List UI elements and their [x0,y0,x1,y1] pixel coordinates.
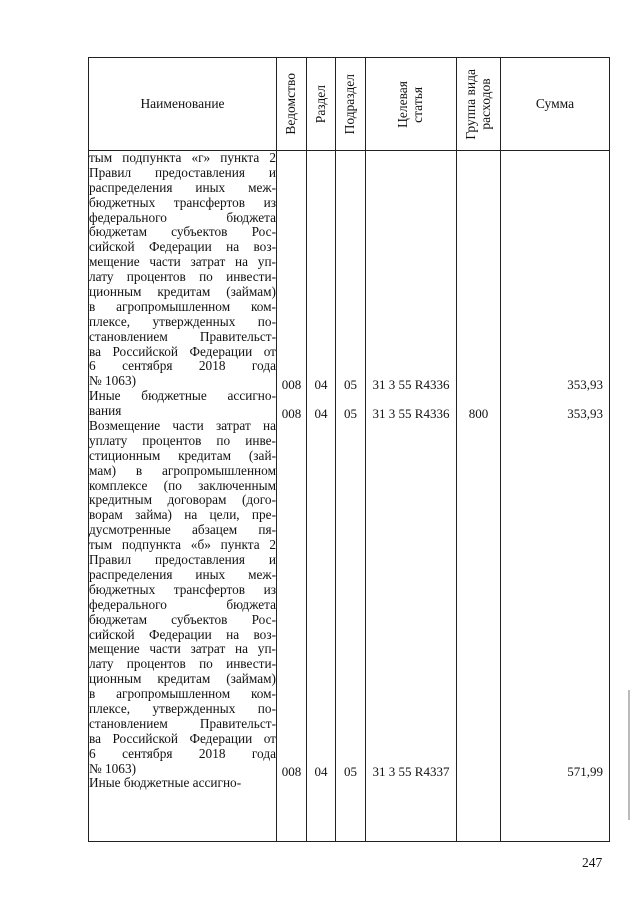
name-line: плексе, утвержденных по- [89,313,276,329]
expense-group-column [457,151,501,842]
expense-group-value: 800 [468,406,489,422]
name-line: Иные бюджетные ассигно- [89,388,276,404]
header-target-article: Целевая статья [366,58,457,151]
sum-value: 353,93 [567,406,603,422]
subsection-column [336,151,366,842]
name-line: Правил предоставления и [89,552,276,568]
name-line: комплексе (по заключенным [89,477,276,493]
name-text [89,151,276,791]
name-line: становлением Правительст- [89,328,276,344]
name-line: лату процентов по инвести- [89,269,276,285]
scan-edge-mark [628,690,630,820]
name-line: Возмещение части затрат на [89,418,276,434]
section-value: 04 [314,763,328,779]
name-line: лату процентов по инвести- [89,656,276,672]
name-line: ционным кредитам (займам) [89,284,276,300]
name-line: плексе, утвержденных по- [89,700,276,716]
name-line: мещение части затрат на уп- [89,254,276,270]
name-line: ворам займа) на цели, пре- [89,507,276,523]
name-line: становлением Правительст- [89,715,276,731]
name-line: бюджетам субъектов Рос- [89,224,276,240]
target-article-value: 31 3 55 R4336 [372,406,450,422]
header-name: Наименование [89,58,277,151]
name-line: бюджетам субъектов Рос- [89,611,276,627]
department-value: 008 [281,406,302,422]
name-line: 6 сентября 2018 года [89,745,276,761]
subsection-value: 05 [344,406,357,422]
header-section: Раздел [307,58,336,151]
name-line: уплату процентов по инве- [89,432,276,448]
target-article-value: 31 3 55 R4337 [372,763,450,779]
header-subsection: Подраздел [336,58,366,151]
section-column [307,151,336,842]
name-line: ва Российской Федерации от [89,730,276,746]
name-line: тым подпункта «г» пункта 2 [89,150,276,165]
name-line: № 1063) [89,373,137,389]
sum-value: 571,99 [567,763,603,779]
name-line: вания [89,403,122,419]
name-line: кредитным договорам (дого- [89,492,276,508]
name-line: № 1063) [89,760,137,776]
name-line: распределения иных меж- [89,179,276,195]
department-value: 008 [281,376,302,392]
name-line: бюджетных трансфертов из [89,581,276,597]
name-line: дусмотренные абзацем пя- [89,522,276,538]
subsection-value: 05 [344,376,357,392]
name-line: мам) в агропромышленном [89,462,276,478]
name-line: в агропромышленном ком- [89,686,276,702]
header-expense-group: Группа вида расходов [457,58,501,151]
name-line: мещение части затрат на уп- [89,641,276,657]
name-line: ционным кредитам (займам) [89,671,276,687]
target-article-value: 31 3 55 R4336 [372,376,450,392]
name-column [89,151,277,842]
name-line: в агропромышленном ком- [89,298,276,314]
sum-value: 353,93 [567,376,603,392]
header-sum: Сумма [501,58,610,151]
name-line: бюджетных трансфертов из [89,194,276,210]
name-line: Иные бюджетные ассигно- [89,775,242,791]
name-line: стиционным кредитам (зай- [89,447,276,463]
name-line: федерального бюджета [89,596,276,612]
name-line: Правил предоставления и [89,164,276,180]
name-line: распределения иных меж- [89,566,276,582]
department-value: 008 [281,763,302,779]
table-header-row [89,58,610,151]
header-department: Ведомство [277,58,307,151]
page-number: 247 [582,855,603,870]
department-column [277,151,307,842]
name-line: тым подпункта «б» пункта 2 [89,537,276,553]
section-value: 04 [314,406,328,422]
budget-table [88,57,610,842]
target-article-column [366,151,457,842]
name-line: сийской Федерации на воз- [89,626,276,642]
name-line: 6 сентября 2018 года [89,358,276,374]
name-line: ва Российской Федерации от [89,343,276,359]
sum-column [501,151,610,842]
subsection-value: 05 [344,763,357,779]
name-line: сийской Федерации на воз- [89,239,276,255]
table-body-row [89,151,610,842]
name-line: федерального бюджета [89,209,276,225]
section-value: 04 [314,376,328,392]
